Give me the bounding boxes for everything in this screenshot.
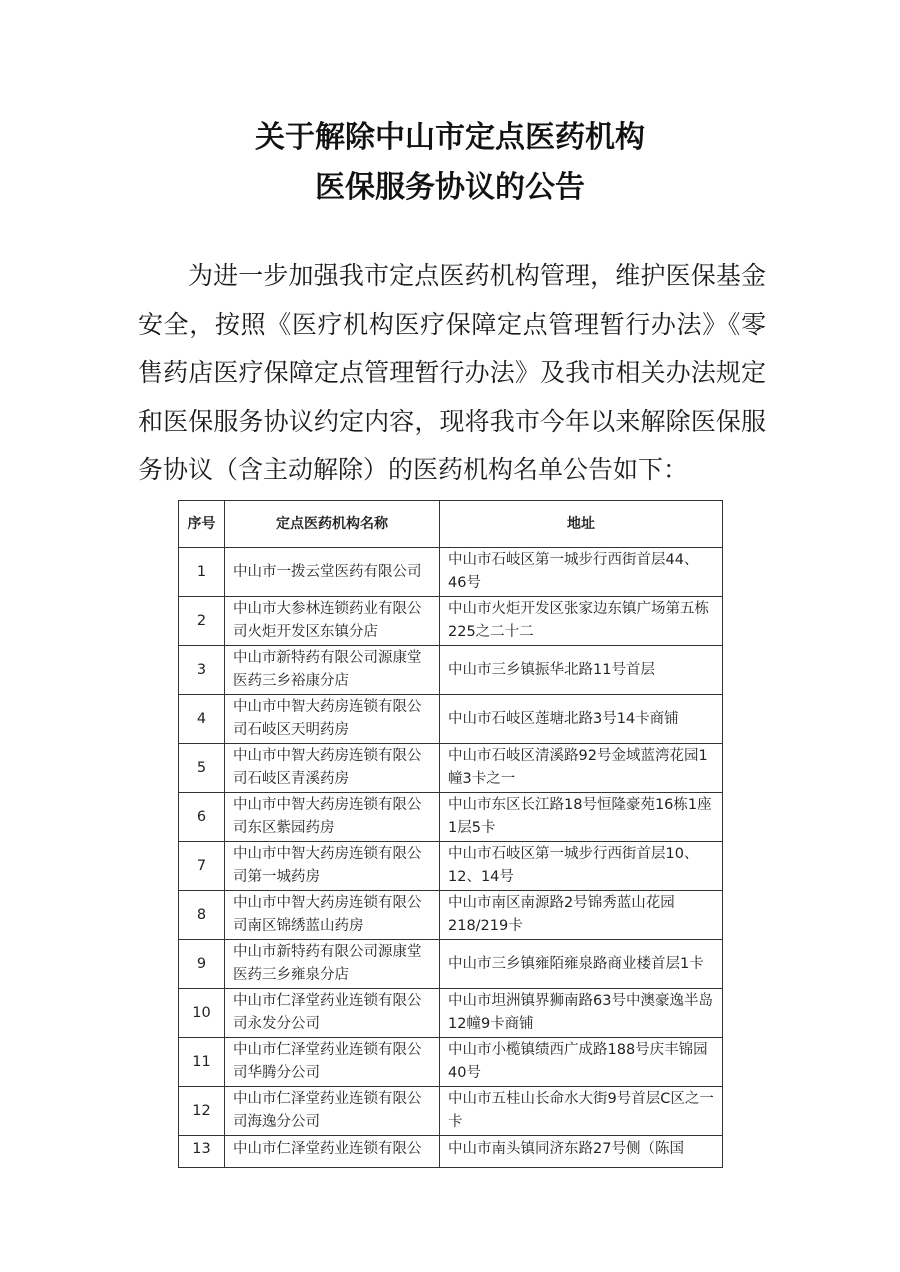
table-row xyxy=(179,1136,723,1168)
table-row xyxy=(179,695,723,744)
row-number: 1 xyxy=(179,548,225,597)
institution-address: 中山市火炬开发区张家边东镇广场第五栋225之二十二 xyxy=(440,597,723,646)
institution-table xyxy=(178,500,723,1168)
row-number: 13 xyxy=(179,1136,225,1168)
table-row xyxy=(179,842,723,891)
row-number: 11 xyxy=(179,1038,225,1087)
row-number: 7 xyxy=(179,842,225,891)
row-number: 3 xyxy=(179,646,225,695)
document-title-line1: 关于解除中山市定点医药机构 xyxy=(255,120,645,155)
institution-address: 中山市南区南源路2号锦秀蓝山花园218/219卡 xyxy=(440,891,723,940)
table-row xyxy=(179,548,723,597)
institution-address: 中山市坦洲镇界狮南路63号中澳豪逸半岛12幢9卡商铺 xyxy=(440,989,723,1038)
institution-address: 中山市石岐区第一城步行西街首层10、12、14号 xyxy=(440,842,723,891)
institution-name: 中山市中智大药房连锁有限公司第一城药房 xyxy=(225,842,440,891)
institution-name: 中山市中智大药房连锁有限公司石岐区天明药房 xyxy=(225,695,440,744)
institution-name: 中山市中智大药房连锁有限公司南区锦绣蓝山药房 xyxy=(225,891,440,940)
institution-address: 中山市石岐区清溪路92号金域蓝湾花园1幢3卡之一 xyxy=(440,744,723,793)
row-number: 2 xyxy=(179,597,225,646)
row-number: 9 xyxy=(179,940,225,989)
institution-name: 中山市新特药有限公司源康堂医药三乡裕康分店 xyxy=(225,646,440,695)
table-row xyxy=(179,744,723,793)
row-number: 10 xyxy=(179,989,225,1038)
header-institution-name: 定点医药机构名称 xyxy=(225,501,440,548)
institution-name: 中山市新特药有限公司源康堂医药三乡雍泉分店 xyxy=(225,940,440,989)
institution-address: 中山市五桂山长命水大街9号首层C区之一卡 xyxy=(440,1087,723,1136)
institution-name: 中山市中智大药房连锁有限公司东区紫园药房 xyxy=(225,793,440,842)
table-row xyxy=(179,597,723,646)
document-title-line2: 医保服务协议的公告 xyxy=(315,170,585,205)
institution-address: 中山市石岐区莲塘北路3号14卡商铺 xyxy=(440,695,723,744)
header-address: 地址 xyxy=(440,501,723,548)
institution-address: 中山市三乡镇雍陌雍泉路商业楼首层1卡 xyxy=(440,940,723,989)
announcement-paragraph: 为进一步加强我市定点医药机构管理，维护医保基金安全，按照《医疗机构医疗保障定点管理暂行办法》《零售药店医疗保障定点管理暂行办法》及我市相关办法规定和医保服务协议约定内容，现将我市今年以来解除医保服务协议（含主动解除）的医药机构名单公告如下： xyxy=(138,261,766,484)
institution-name: 中山市一拨云堂医药有限公司 xyxy=(225,548,440,597)
table-row xyxy=(179,646,723,695)
institution-address: 中山市小榄镇绩西广成路188号庆丰锦园40号 xyxy=(440,1038,723,1087)
institution-name: 中山市仁泽堂药业连锁有限公 xyxy=(225,1136,440,1168)
institution-address: 中山市三乡镇振华北路11号首层 xyxy=(440,646,723,695)
header-number: 序号 xyxy=(179,501,225,548)
row-number: 5 xyxy=(179,744,225,793)
table-row xyxy=(179,793,723,842)
institution-name: 中山市仁泽堂药业连锁有限公司海逸分公司 xyxy=(225,1087,440,1136)
table-row xyxy=(179,989,723,1038)
table-row xyxy=(179,1087,723,1136)
institution-name: 中山市仁泽堂药业连锁有限公司永发分公司 xyxy=(225,989,440,1038)
table-row xyxy=(179,891,723,940)
table-row xyxy=(179,940,723,989)
row-number: 12 xyxy=(179,1087,225,1136)
row-number: 6 xyxy=(179,793,225,842)
institution-address: 中山市南头镇同济东路27号侧（陈国 xyxy=(440,1136,723,1168)
table-header-row xyxy=(179,501,723,548)
institution-name: 中山市大参林连锁药业有限公司火炬开发区东镇分店 xyxy=(225,597,440,646)
row-number: 4 xyxy=(179,695,225,744)
institution-name: 中山市中智大药房连锁有限公司石岐区青溪药房 xyxy=(225,744,440,793)
institution-name: 中山市仁泽堂药业连锁有限公司华腾分公司 xyxy=(225,1038,440,1087)
institution-address: 中山市石岐区第一城步行西街首层44、46号 xyxy=(440,548,723,597)
row-number: 8 xyxy=(179,891,225,940)
institution-address: 中山市东区长江路18号恒隆豪苑16栋1座1层5卡 xyxy=(440,793,723,842)
table-row xyxy=(179,1038,723,1087)
